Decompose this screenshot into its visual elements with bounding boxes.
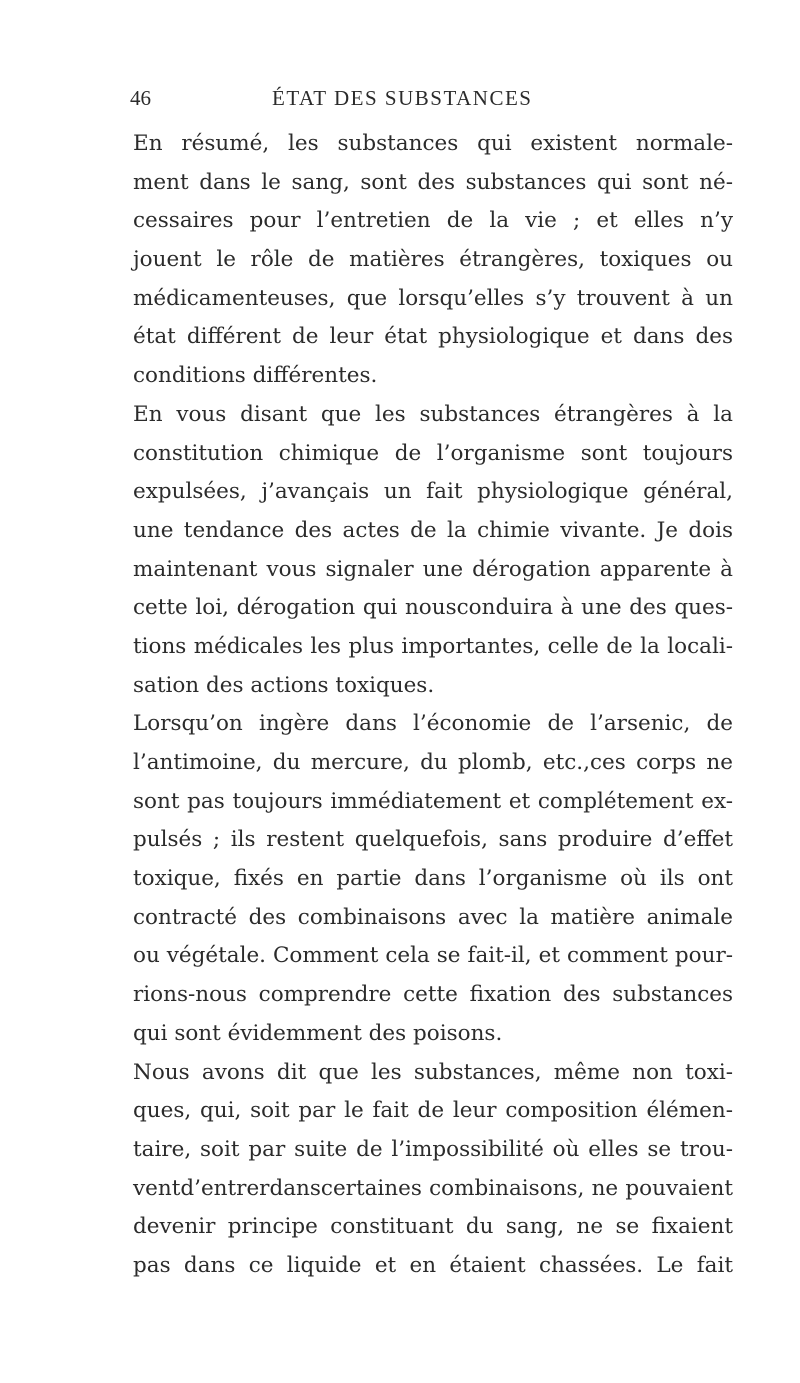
text-line: taire, soit par suite de l’impossibilité où elles se trou- xyxy=(133,1136,733,1162)
text-line: rions-nous comprendre cette fixation des substances xyxy=(133,982,733,1008)
text-line: constitution chimique de l’organisme sont toujours xyxy=(133,440,733,466)
text-line: l’antimoine, du mercure, du plomb, etc.,ces corps ne xyxy=(133,750,733,775)
text-line: pas dans ce liquide et en étaient chassées. Le fait xyxy=(133,1252,733,1278)
text-line: ques, qui, soit par le fait de leur composition élémen- xyxy=(133,1098,733,1124)
text-line: conditions différentes. xyxy=(133,363,378,389)
text-line: une tendance des actes de la chimie vivante. Je dois xyxy=(133,517,733,543)
text-line: expulsées, j’avançais un fait physiologique général, xyxy=(133,479,733,505)
text-line: toxique, fixés en partie dans l’organisme où ils ont xyxy=(133,866,733,892)
text-line: devenir principe constituant du sang, ne se fixaient xyxy=(133,1214,733,1240)
text-line: tions médicales les plus importantes, celle de la locali- xyxy=(133,633,733,659)
text-line: maintenant vous signaler une dérogation apparente à xyxy=(133,556,733,582)
text-line: ou végétale. Comment cela se fait-il, et comment pour- xyxy=(133,943,733,969)
text-line: En résumé, les substances qui existent normale- xyxy=(133,131,733,156)
text-line: contracté des combinaisons avec la matière animale xyxy=(133,904,733,930)
page-header xyxy=(130,86,730,116)
text-line: cette loi, dérogation qui nousconduira à une des ques- xyxy=(133,595,733,621)
text-line: sont pas toujours immédiatement et complétement ex- xyxy=(133,788,733,814)
running-title: ÉTAT DES SUBSTANCES xyxy=(272,86,533,110)
text-line: En vous disant que les substances étrangères à la xyxy=(133,401,733,427)
page-number: 46 xyxy=(130,86,151,110)
text-line: cessaires pour l’entretien de la vie ; et elles n’y xyxy=(133,208,733,234)
text-line: ventd’entrerdanscertaines combinaisons, ne pouvaient xyxy=(133,1175,733,1201)
text-line: jouent le rôle de matières étrangères, toxiques ou xyxy=(133,247,733,273)
text-line: Lorsqu’on ingère dans l’économie de l’arsenic, de xyxy=(133,711,733,737)
body-text xyxy=(133,125,733,1286)
text-line: état différent de leur état physiologique et dans des xyxy=(133,324,733,350)
text-line: médicamenteuses, que lorsqu’elles s’y trouvent à un xyxy=(133,285,733,311)
text-line: qui sont évidemment des poisons. xyxy=(133,1020,503,1046)
text-line: pulsés ; ils restent quelquefois, sans produire d’effet xyxy=(133,827,733,853)
text-line: Nous avons dit que les substances, même non toxi- xyxy=(133,1059,733,1085)
text-line: ment dans le sang, sont des substances qui sont né- xyxy=(133,169,733,195)
text-line: sation des actions toxiques. xyxy=(133,672,435,698)
